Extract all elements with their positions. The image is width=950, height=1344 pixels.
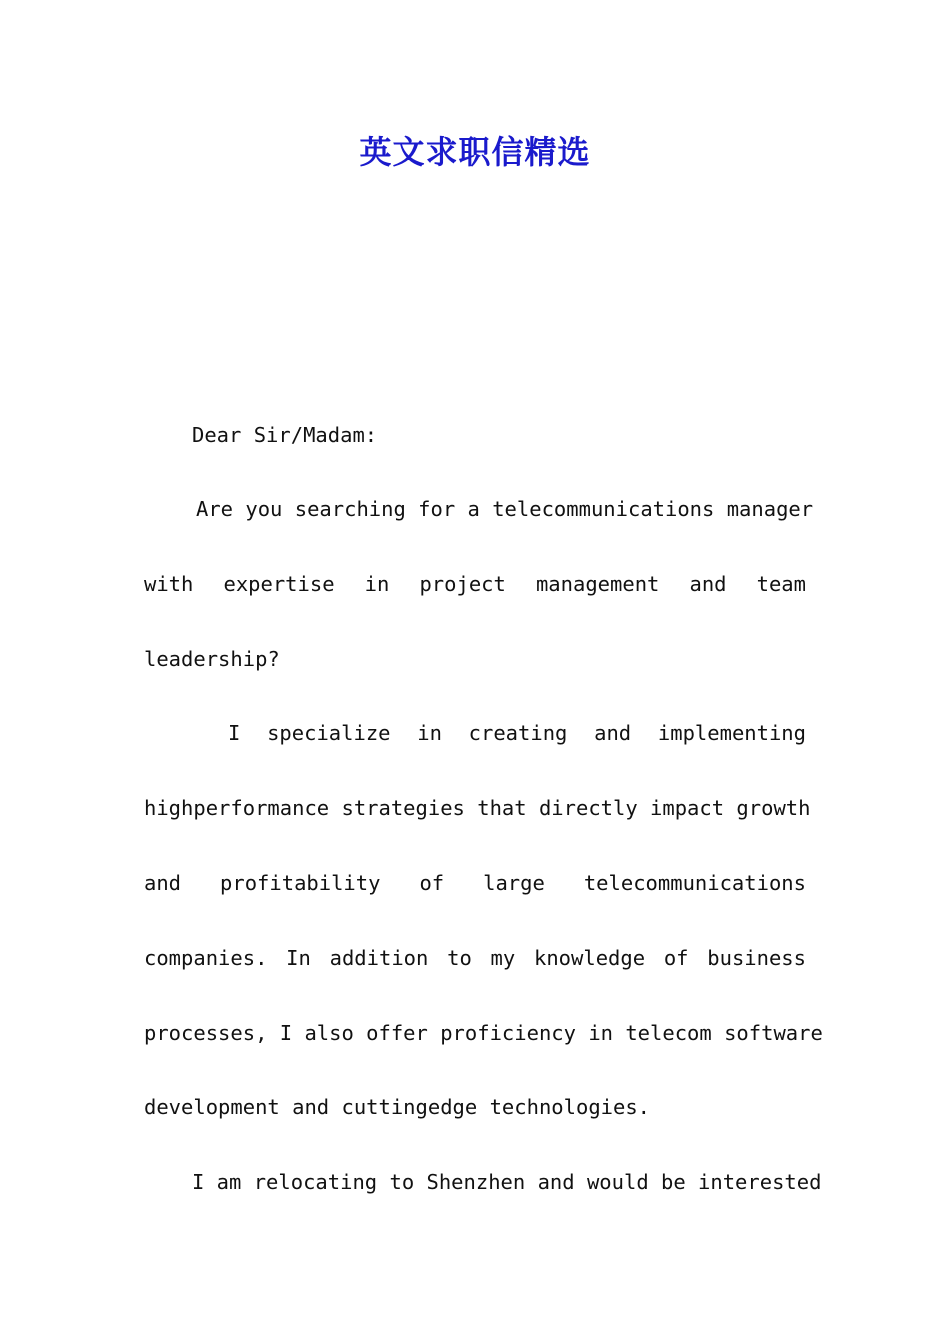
paragraph-line: companies. In addition to my knowledge of business [144,945,806,970]
paragraph-line: with expertise in project management and team [144,571,806,596]
paragraph-line: development and cuttingedge technologies. [144,1095,651,1120]
paragraph-3 [144,1160,822,1235]
paragraph-line: processes, I also offer proficiency in telecom software [144,1020,823,1045]
letter-body [144,412,823,1235]
document-title: 英文求职信精选 [359,133,591,171]
paragraph-2 [144,711,823,1160]
paragraph-line: I am relocating to Shenzhen and would be interested [192,1170,822,1195]
paragraph-line: leadership? [144,646,280,671]
paragraph-line: highperformance strategies that directly impact growth [144,796,811,821]
paragraph-1 [144,487,814,711]
paragraph-line: and profitability of large telecommunications [144,870,806,895]
paragraph-line: Are you searching for a telecommunications manager [196,497,814,521]
letter-greeting: Dear Sir/Madam: [192,423,378,447]
paragraph-line: I specialize in creating and implementing [228,721,806,746]
